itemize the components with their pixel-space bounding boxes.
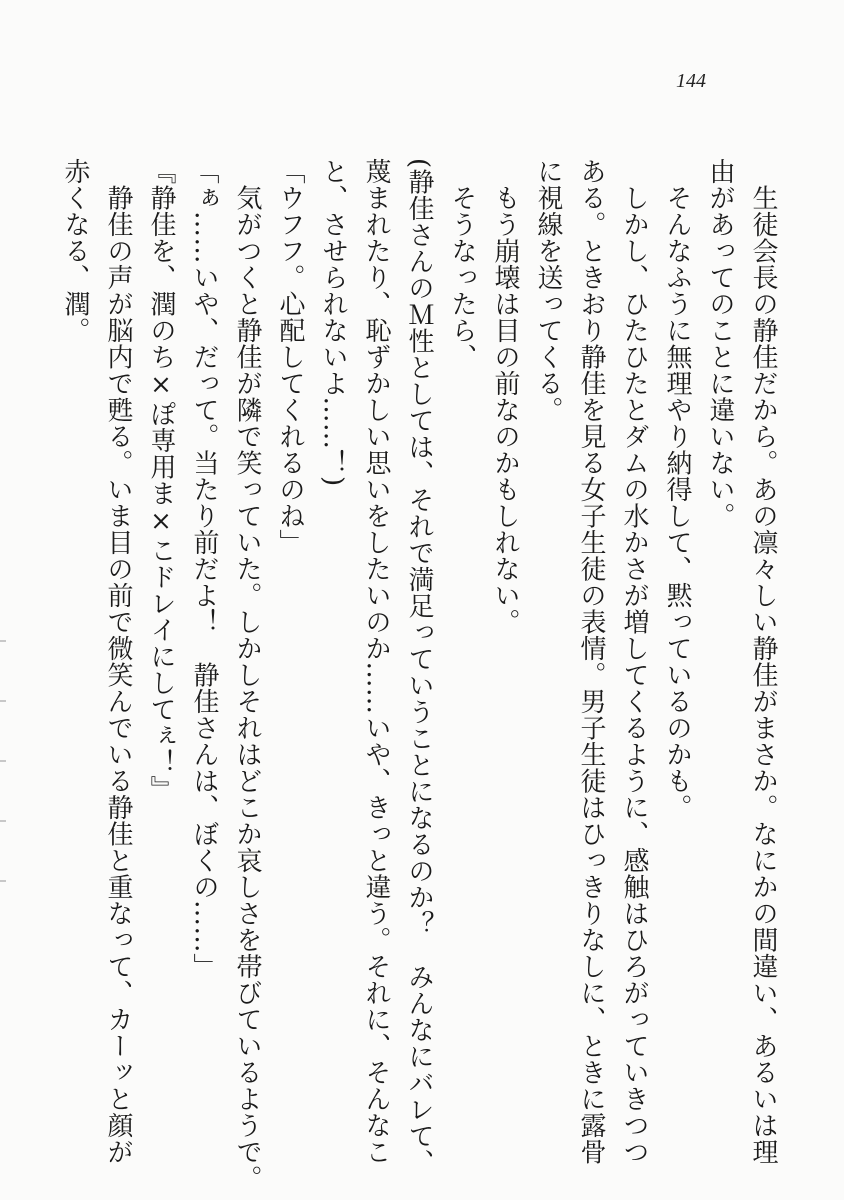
text-line: と、させられないよ……！): [318, 158, 348, 487]
text-line: (静佳さんのＭ性としては、それで満足っていうことになるのか？ みんなにバレて、: [404, 158, 434, 1176]
text-line: 由があってのことに違いない。: [705, 158, 735, 529]
vertical-text-body: [53, 158, 784, 1192]
text-line: 生徒会長の静佳だから。あの凛々しい静佳がまさか。なにかの間違い、あるいは理: [748, 158, 778, 1165]
gutter-mark: [0, 700, 6, 702]
text-line: 静佳の声が脳内で甦る。いま目の前で微笑んでいる静佳と重なって、カーッと顔が: [103, 158, 133, 1165]
text-line: しかし、ひたひたとダムの水かさが増してくるように、感触はひろがっていきつつ: [619, 158, 649, 1165]
gutter-mark: [0, 640, 6, 642]
text-line: 「ウフフ。心配してくれるのね」: [275, 158, 305, 556]
gutter-mark: [0, 880, 6, 882]
text-line: ある。ときおり静佳を見る女子生徒の表情。男子生徒はひっきりなしに、ときに露骨: [576, 158, 606, 1165]
gutter-mark: [0, 760, 6, 762]
text-line: もう崩壊は目の前なのかもしれない。: [490, 158, 520, 635]
text-line: そんなふうに無理やり納得して、黙っているのかも。: [662, 158, 692, 821]
text-line: そうなったら、: [447, 158, 477, 370]
text-line: 蔑まれたり、恥ずかしい思いをしたいのか……いや、きっと違う。それに、そんなこ: [361, 158, 391, 1165]
text-line: に視線を送ってくる。: [533, 158, 563, 423]
text-line: 気がつくと静佳が隣で笑っていた。しかしそれはどこか哀しさを帯びているようで。: [232, 158, 262, 1192]
text-line: 『静佳を、潤のち×ぽ専用ま×こドレイにしてぇ！』: [146, 158, 176, 802]
text-line: 「ぁ……いや、だって。当たり前だよ！ 静佳さんは、ぼくの……」: [189, 158, 219, 980]
gutter-mark: [0, 820, 6, 822]
page-number: 144: [676, 70, 706, 92]
text-line: 赤くなる、潤。: [60, 158, 90, 344]
